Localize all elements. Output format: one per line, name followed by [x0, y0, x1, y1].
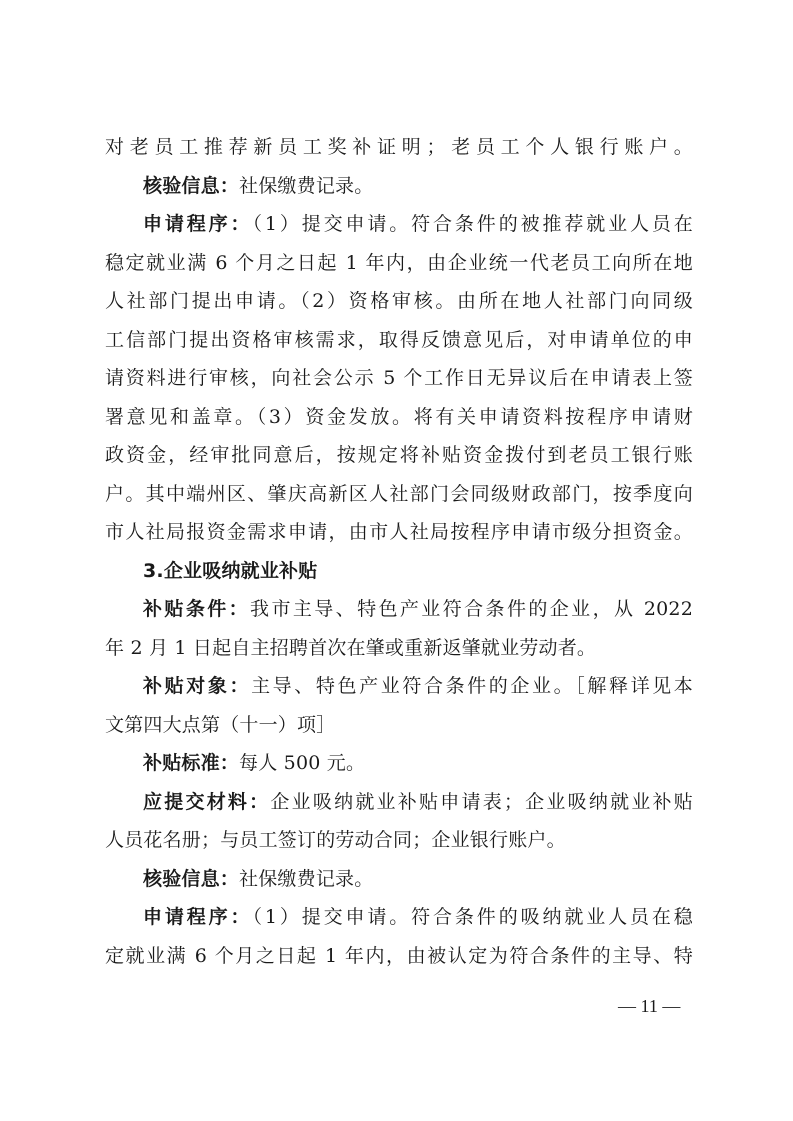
text-line: [105, 321, 693, 360]
line-text: 社保缴费记录。: [239, 867, 374, 890]
page-number: — 11 —: [618, 996, 681, 1016]
line-text: 市人社局报资金需求申请，由市人社局按程序申请市级分担资金。: [105, 521, 693, 543]
text-line: [105, 590, 693, 629]
field-label: 申请程序：: [143, 213, 253, 235]
text-line: [105, 744, 693, 783]
text-line: [105, 167, 693, 206]
line-text: 政资金，经审批同意后，按规定将补贴资金拨付到老员工银行账: [105, 444, 693, 466]
text-line: [105, 667, 693, 706]
line-text: （1）提交申请。符合条件的被推荐就业人员在: [252, 213, 693, 235]
field-label: 申请程序：: [143, 906, 253, 928]
text-line: [105, 359, 693, 398]
field-label: 补贴对象：: [143, 675, 252, 697]
line-text: 人社部门提出申请。（2）资格审核。由所在地人社部门向同级: [105, 290, 693, 312]
text-line: [105, 205, 693, 244]
text-line: [105, 706, 693, 745]
text-line: [105, 783, 693, 822]
text-line: [105, 898, 693, 937]
document-body: [105, 128, 693, 975]
line-text: 定就业满 6 个月之日起 1 年内，由被认定为符合条件的主导、特: [105, 944, 693, 967]
text-line: [105, 244, 693, 283]
line-text: 人员花名册；与员工签订的劳动合同；企业银行账户。: [105, 829, 566, 851]
field-label: 应提交材料：: [143, 790, 271, 813]
text-line: [105, 937, 693, 976]
line-text: 企业吸纳就业补贴申请表；企业吸纳就业补贴: [270, 790, 693, 813]
text-line: [105, 436, 693, 475]
text-line: [105, 282, 693, 321]
line-text: （1）提交申请。符合条件的吸纳就业人员在稳: [252, 906, 693, 928]
line-text: 文第四大点第（十一）项］: [105, 713, 336, 736]
text-line: [105, 629, 693, 668]
line-text: 户。其中端州区、肇庆高新区人社部门会同级财政部门，按季度向: [105, 482, 693, 505]
section-heading: [105, 552, 693, 591]
line-text: 主导、特色产业符合条件的企业。［解释详见本: [251, 675, 693, 697]
line-text: 稳定就业满 6 个月之日起 1 年内，由企业统一代老员工向所在地: [105, 251, 693, 274]
line-text: 对老员工推荐新员工奖补证明；老员工个人银行账户。: [105, 136, 693, 158]
line-text: 年 2 月 1 日起自主招聘首次在肇或重新返肇就业劳动者。: [105, 636, 597, 659]
line-text: 署意见和盖章。（3）资金发放。将有关申请资料按程序申请财: [105, 405, 693, 428]
field-label: 补贴标准：: [143, 752, 240, 774]
text-line: [105, 860, 693, 899]
field-label: 补贴条件：: [143, 598, 251, 620]
line-text: 社保缴费记录。: [239, 174, 374, 197]
text-line: [105, 128, 693, 167]
field-label: 核验信息：: [143, 867, 240, 890]
line-text: 请资料进行审核，向社会公示 5 个工作日无异议后在申请表上签: [105, 367, 693, 389]
text-line: [105, 398, 693, 437]
line-text: 每人 500 元。: [239, 752, 366, 774]
field-label: 核验信息：: [143, 174, 240, 197]
line-text: 我市主导、特色产业符合条件的企业，从 2022: [250, 598, 693, 620]
text-line: [105, 475, 693, 514]
section-heading-text: 3.企业吸纳就业补贴: [143, 559, 318, 582]
text-line: [105, 821, 693, 860]
text-line: [105, 513, 693, 552]
line-text: 工信部门提出资格审核需求，取得反馈意见后，对申请单位的申: [105, 328, 693, 351]
